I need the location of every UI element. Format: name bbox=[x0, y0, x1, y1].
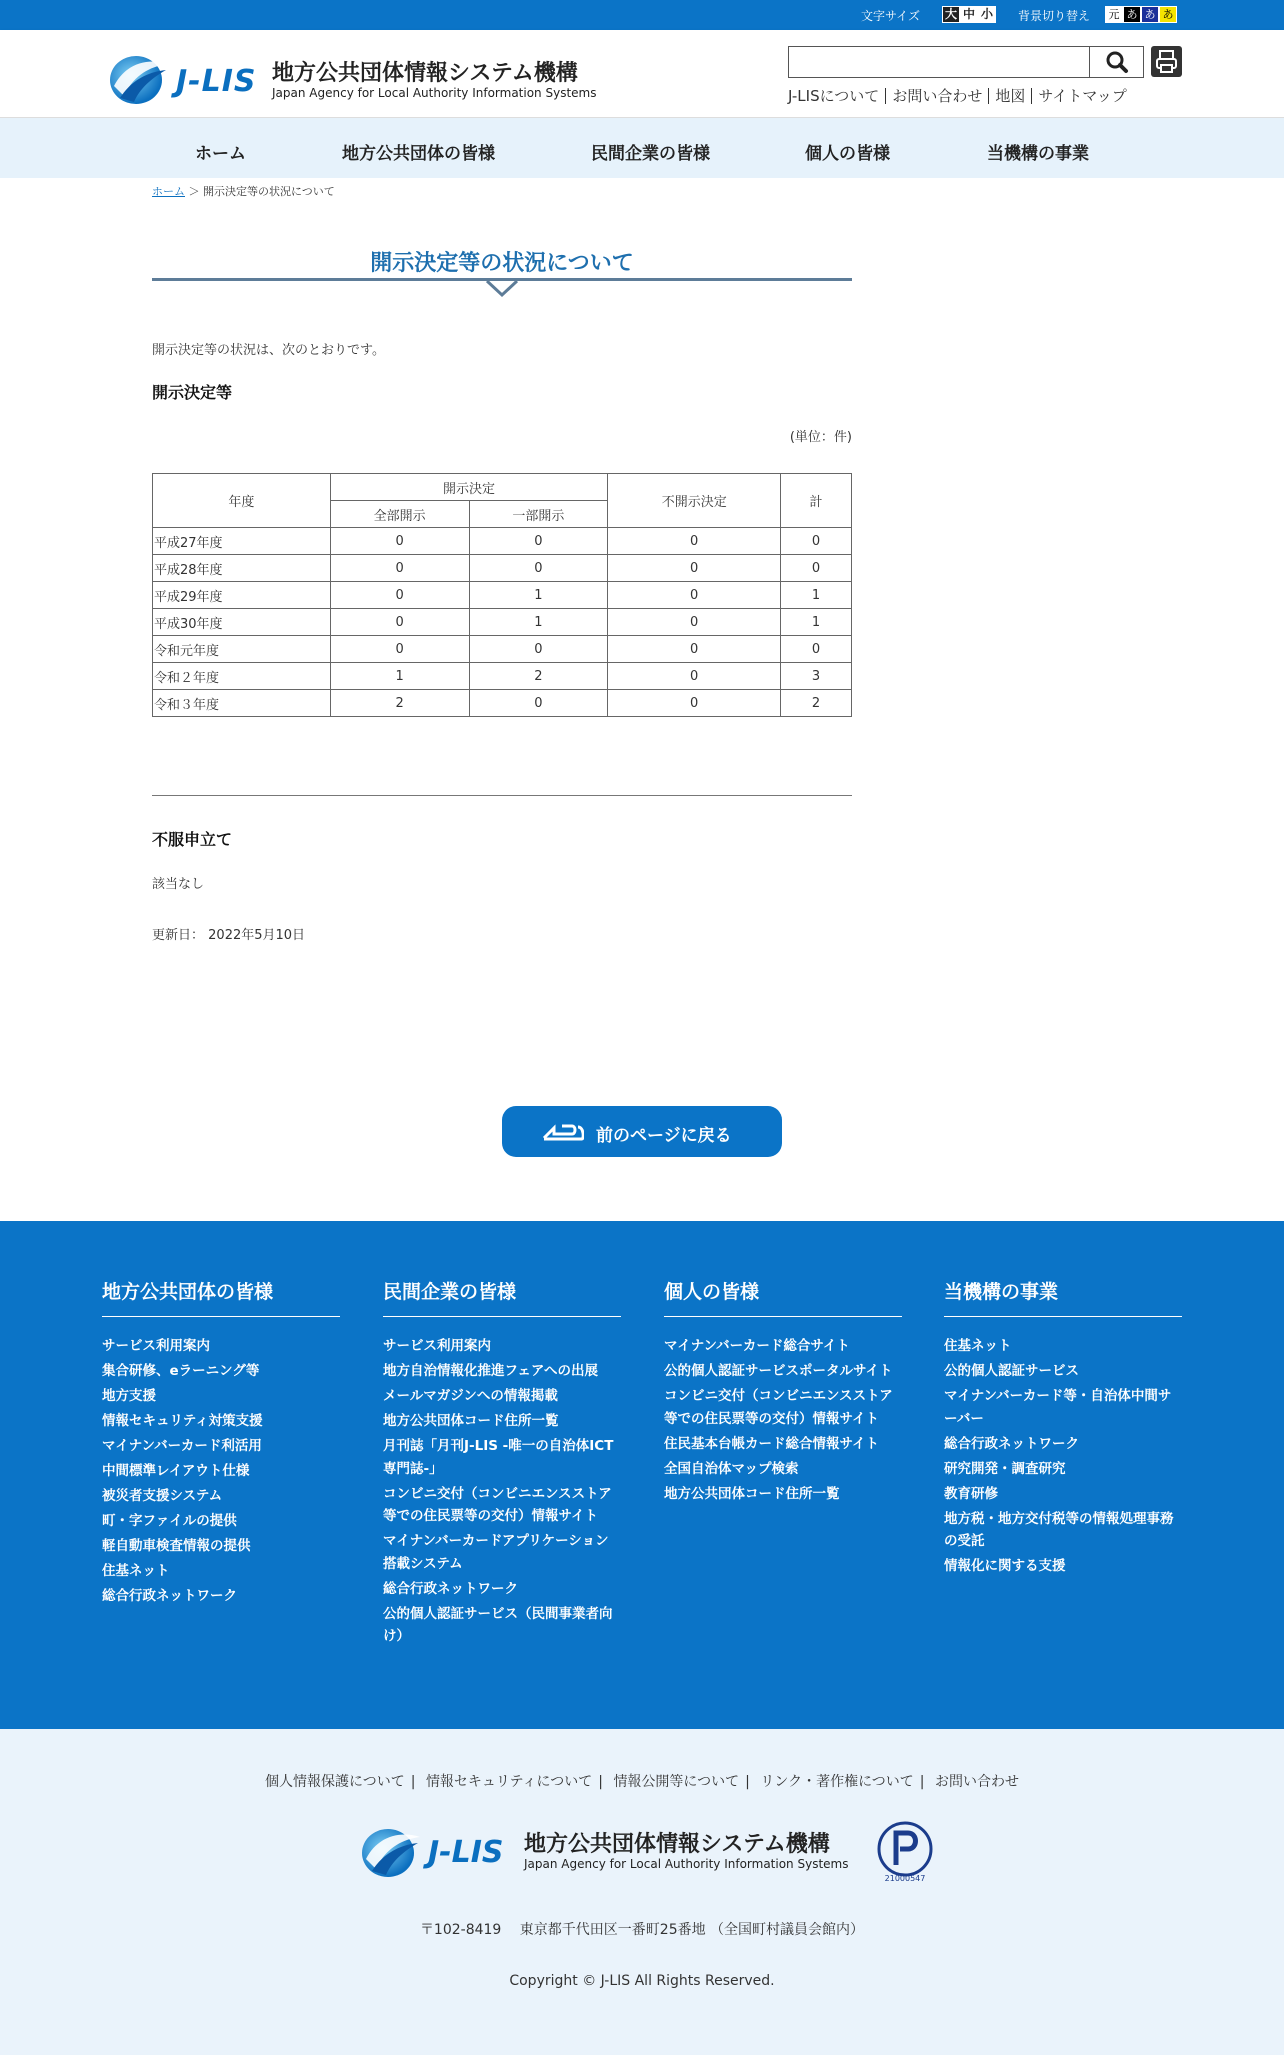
privacy-mark bbox=[872, 1815, 938, 1883]
privacy-mark-icon bbox=[872, 1815, 938, 1883]
footer-link[interactable]: 月刊誌「月刊J-LIS -唯一の自治体ICT専門誌-」 bbox=[383, 1438, 614, 1477]
table-row bbox=[153, 636, 852, 663]
bg-yellow-button[interactable]: あ bbox=[1159, 6, 1177, 23]
footer-link[interactable]: 軽自動車検査情報の提供 bbox=[102, 1538, 251, 1554]
copyright: Copyright © J-LIS All Rights Reserved. bbox=[509, 1973, 775, 1989]
footer-link[interactable]: 町・字ファイルの提供 bbox=[102, 1513, 237, 1529]
cell-non: 0 bbox=[608, 636, 781, 663]
header-link-contact[interactable]: お問い合わせ bbox=[885, 88, 988, 104]
footer-link[interactable]: 地方公共団体コード住所一覧 bbox=[383, 1413, 559, 1429]
footer-link[interactable]: 総合行政ネットワーク bbox=[102, 1588, 237, 1604]
footer-link[interactable]: 研究開発・調査研究 bbox=[944, 1460, 1066, 1477]
footer-link-security[interactable]: 情報セキュリティについて bbox=[425, 1774, 593, 1790]
footer-link-separator: | bbox=[598, 1774, 603, 1790]
footer-link[interactable]: 情報化に関する支援 bbox=[944, 1558, 1066, 1574]
nav-individuals[interactable]: 個人の皆様 bbox=[805, 144, 890, 164]
jlis-logo-mark-icon bbox=[106, 52, 172, 106]
bg-black-button[interactable]: あ bbox=[1123, 6, 1141, 23]
cell-year: 平成28年度 bbox=[153, 555, 331, 582]
col-header-partial: 一部開示 bbox=[469, 501, 608, 528]
logo-text: J-LIS bbox=[176, 64, 257, 99]
font-size-buttons bbox=[942, 6, 996, 23]
footer-link[interactable]: マイナンバーカード利活用 bbox=[102, 1438, 262, 1454]
table-row bbox=[153, 663, 852, 690]
font-size-label: 文字サイズ bbox=[861, 9, 921, 23]
font-size-small-button[interactable]: 小 bbox=[978, 6, 996, 23]
col-header-disclosure: 開示決定 bbox=[330, 474, 608, 501]
cell-full: 0 bbox=[330, 582, 469, 609]
footer-link-separator: | bbox=[745, 1774, 750, 1790]
cell-year: 令和３年度 bbox=[153, 690, 331, 717]
bg-blue-button[interactable]: あ bbox=[1141, 6, 1159, 23]
footer-org-name-en: Japan Agency for Local Authority Information Systems bbox=[524, 1857, 849, 1871]
footer-link[interactable]: 公的個人認証サービス bbox=[944, 1363, 1079, 1379]
cell-full: 0 bbox=[330, 528, 469, 555]
org-name-en: Japan Agency for Local Authority Information Systems bbox=[272, 86, 597, 100]
footer-column-our-business bbox=[944, 1277, 1182, 1580]
cell-year: 平成27年度 bbox=[153, 528, 331, 555]
nav-home[interactable]: ホーム bbox=[195, 144, 246, 164]
footer-logo-text: J-LIS bbox=[428, 1835, 504, 1870]
cell-partial: 0 bbox=[469, 555, 608, 582]
footer-link[interactable]: 被災者支援システム bbox=[102, 1488, 223, 1504]
col-header-full: 全部開示 bbox=[330, 501, 469, 528]
table-row bbox=[153, 690, 852, 717]
cell-non: 0 bbox=[608, 582, 781, 609]
table-row bbox=[153, 582, 852, 609]
page-title: 開示決定等の状況について bbox=[370, 251, 634, 276]
cell-total: 0 bbox=[781, 528, 852, 555]
nav-local-government[interactable]: 地方公共団体の皆様 bbox=[342, 144, 495, 164]
cell-partial: 1 bbox=[469, 609, 608, 636]
footer-link[interactable]: 全国自治体マップ検索 bbox=[664, 1460, 799, 1477]
footer-bottom-links bbox=[0, 1771, 1284, 1791]
breadcrumb-separator: ＞ bbox=[188, 185, 200, 198]
footer-sitemap bbox=[0, 1221, 1284, 1729]
cell-total: 3 bbox=[781, 663, 852, 690]
footer-column-title: 民間企業の皆様 bbox=[383, 1277, 621, 1317]
privacy-number: 21000547 bbox=[884, 1874, 926, 1883]
nav-private-companies[interactable]: 民間企業の皆様 bbox=[591, 144, 710, 164]
cell-partial: 0 bbox=[469, 636, 608, 663]
cell-non: 0 bbox=[608, 528, 781, 555]
cell-total: 1 bbox=[781, 582, 852, 609]
table-row bbox=[153, 555, 852, 582]
cell-year: 平成29年度 bbox=[153, 582, 331, 609]
cell-full: 2 bbox=[330, 690, 469, 717]
footer-link[interactable]: コンビニ交付（コンビニエンスストア等での住民票等の交付）情報サイト bbox=[383, 1485, 612, 1524]
global-nav bbox=[0, 118, 1284, 178]
disclosure-table bbox=[152, 473, 852, 717]
cell-non: 0 bbox=[608, 690, 781, 717]
cell-total: 1 bbox=[781, 609, 852, 636]
col-header-non-disclosure: 不開示決定 bbox=[608, 474, 781, 528]
cell-total: 2 bbox=[781, 690, 852, 717]
footer-link[interactable]: 地方税・地方交付税等の情報処理事務の受託 bbox=[944, 1510, 1174, 1549]
table-row bbox=[153, 609, 852, 636]
search-button[interactable] bbox=[1089, 46, 1144, 78]
footer-link[interactable]: 公的個人認証サービス（民間事業者向け） bbox=[383, 1605, 613, 1644]
footer-link[interactable]: 中間標準レイアウト仕様 bbox=[102, 1463, 250, 1479]
updated-value: 2022年5月10日 bbox=[208, 928, 306, 943]
footer-link[interactable]: 地方公共団体コード住所一覧 bbox=[664, 1485, 840, 1502]
section-heading-appeals: 不服申立て bbox=[152, 830, 233, 849]
cell-non: 0 bbox=[608, 663, 781, 690]
back-button-label: 前のページに戻る bbox=[596, 1126, 732, 1146]
footer-link[interactable]: メールマガジンへの情報掲載 bbox=[383, 1388, 558, 1404]
utility-bar bbox=[0, 0, 1284, 30]
footer-bottom bbox=[0, 1729, 1284, 2055]
updated-date bbox=[152, 924, 305, 943]
footer-link-copyright[interactable]: リンク・著作権について bbox=[760, 1774, 914, 1790]
cell-full: 0 bbox=[330, 609, 469, 636]
footer-link[interactable]: 公的個人認証サービスポータルサイト bbox=[664, 1363, 893, 1379]
footer-link[interactable]: 地方支援 bbox=[102, 1388, 156, 1404]
footer-link-separator: | bbox=[919, 1774, 925, 1790]
bg-default-button[interactable]: 元 bbox=[1105, 6, 1123, 23]
cell-year: 平成30年度 bbox=[153, 609, 331, 636]
search-input[interactable] bbox=[788, 46, 1090, 78]
header-link-about[interactable]: J-LISについて bbox=[788, 87, 880, 105]
nav-our-business[interactable]: 当機構の事業 bbox=[987, 144, 1089, 164]
footer-link[interactable]: 教育研修 bbox=[944, 1485, 998, 1502]
breadcrumb-home-link[interactable]: ホーム bbox=[152, 185, 185, 198]
cell-total: 0 bbox=[781, 636, 852, 663]
site-logo[interactable] bbox=[106, 52, 596, 106]
footer-link[interactable]: 地方自治情報化推進フェアへの出展 bbox=[383, 1363, 599, 1379]
footer-link[interactable]: サービス利用案内 bbox=[102, 1338, 210, 1354]
cell-year: 令和２年度 bbox=[153, 663, 331, 690]
footer-link[interactable]: コンビニ交付（コンビニエンスストア等での住民票等の交付）情報サイト bbox=[664, 1388, 893, 1427]
header-link-sitemap[interactable]: サイトマップ bbox=[1031, 88, 1132, 104]
footer-column-title: 地方公共団体の皆様 bbox=[102, 1277, 340, 1317]
footer-column-private-companies bbox=[383, 1277, 621, 1650]
cell-total: 0 bbox=[781, 555, 852, 582]
font-size-medium-button[interactable]: 中 bbox=[960, 6, 978, 23]
header-link-map[interactable]: 地図 bbox=[988, 88, 1031, 104]
site-header bbox=[0, 30, 1284, 118]
intro-text: 開示決定等の状況は、次のとおりです。 bbox=[152, 343, 385, 358]
footer-link-disclosure[interactable]: 情報公開等について bbox=[613, 1774, 740, 1790]
background-label: 背景切り替え bbox=[1018, 9, 1091, 23]
cell-partial: 1 bbox=[469, 582, 608, 609]
breadcrumb-current: 開示決定等の状況について bbox=[203, 185, 335, 198]
header-links bbox=[788, 88, 1133, 104]
cell-full: 0 bbox=[330, 555, 469, 582]
footer-link[interactable]: 集合研修、eラーニング等 bbox=[102, 1363, 260, 1379]
cell-full: 0 bbox=[330, 636, 469, 663]
cell-non: 0 bbox=[608, 555, 781, 582]
footer-link[interactable]: マイナンバーカード等・自治体中間サーバー bbox=[944, 1388, 1172, 1427]
footer-link[interactable]: 住民基本台帳カード総合情報サイト bbox=[664, 1435, 880, 1452]
background-buttons bbox=[1105, 6, 1177, 23]
footer-column-individuals bbox=[664, 1277, 902, 1508]
updated-label: 更新日： bbox=[152, 928, 205, 943]
back-arrow-icon bbox=[542, 1122, 584, 1142]
search-icon bbox=[1090, 47, 1145, 77]
cell-partial: 0 bbox=[469, 690, 608, 717]
section-heading-decisions: 開示決定等 bbox=[152, 383, 233, 402]
table-row bbox=[153, 528, 852, 555]
cell-partial: 2 bbox=[469, 663, 608, 690]
footer-link[interactable]: 総合行政ネットワーク bbox=[944, 1435, 1079, 1452]
footer-column-title: 個人の皆様 bbox=[664, 1277, 902, 1317]
printer-icon bbox=[1151, 46, 1182, 77]
cell-non: 0 bbox=[608, 609, 781, 636]
footer-link[interactable]: 情報セキュリティ対策支援 bbox=[102, 1413, 263, 1429]
footer-link[interactable]: 住基ネット bbox=[102, 1563, 170, 1579]
breadcrumb bbox=[152, 183, 335, 199]
org-name-ja: 地方公共団体情報システム機構 bbox=[272, 61, 578, 86]
unit-note: (単位：件) bbox=[789, 430, 852, 445]
print-button[interactable] bbox=[1151, 46, 1182, 77]
address: 〒102-8419 東京都千代田区一番町25番地 （全国町村議員会館内） bbox=[419, 1922, 865, 1938]
cell-year: 令和元年度 bbox=[153, 636, 331, 663]
footer-link[interactable]: 総合行政ネットワーク bbox=[383, 1580, 518, 1597]
footer-link-separator: | bbox=[410, 1774, 416, 1790]
footer-link[interactable]: マイナンバーカードアプリケーション搭載システム bbox=[383, 1533, 609, 1572]
title-underline bbox=[152, 278, 852, 298]
back-button[interactable] bbox=[502, 1106, 782, 1157]
footer-link[interactable]: 住基ネット bbox=[944, 1338, 1012, 1354]
footer-link[interactable]: サービス利用案内 bbox=[383, 1338, 491, 1354]
footer-column-title: 当機構の事業 bbox=[944, 1277, 1182, 1317]
col-header-year: 年度 bbox=[153, 474, 331, 528]
footer-org-name-ja: 地方公共団体情報システム機構 bbox=[524, 1832, 830, 1857]
cell-partial: 0 bbox=[469, 528, 608, 555]
section-divider bbox=[152, 795, 852, 796]
appeals-body: 該当なし bbox=[152, 877, 205, 892]
footer-link[interactable]: マイナンバーカード総合サイト bbox=[664, 1338, 850, 1354]
jlis-logo-mark-icon bbox=[358, 1825, 424, 1879]
footer-logo bbox=[358, 1823, 858, 1879]
footer-column-local-government bbox=[102, 1277, 340, 1610]
cell-full: 1 bbox=[330, 663, 469, 690]
footer-link-contact[interactable]: お問い合わせ bbox=[934, 1774, 1019, 1790]
font-size-large-button[interactable]: 大 bbox=[942, 6, 960, 23]
footer-link-privacy[interactable]: 個人情報保護について bbox=[265, 1774, 405, 1790]
col-header-total: 計 bbox=[781, 474, 852, 528]
